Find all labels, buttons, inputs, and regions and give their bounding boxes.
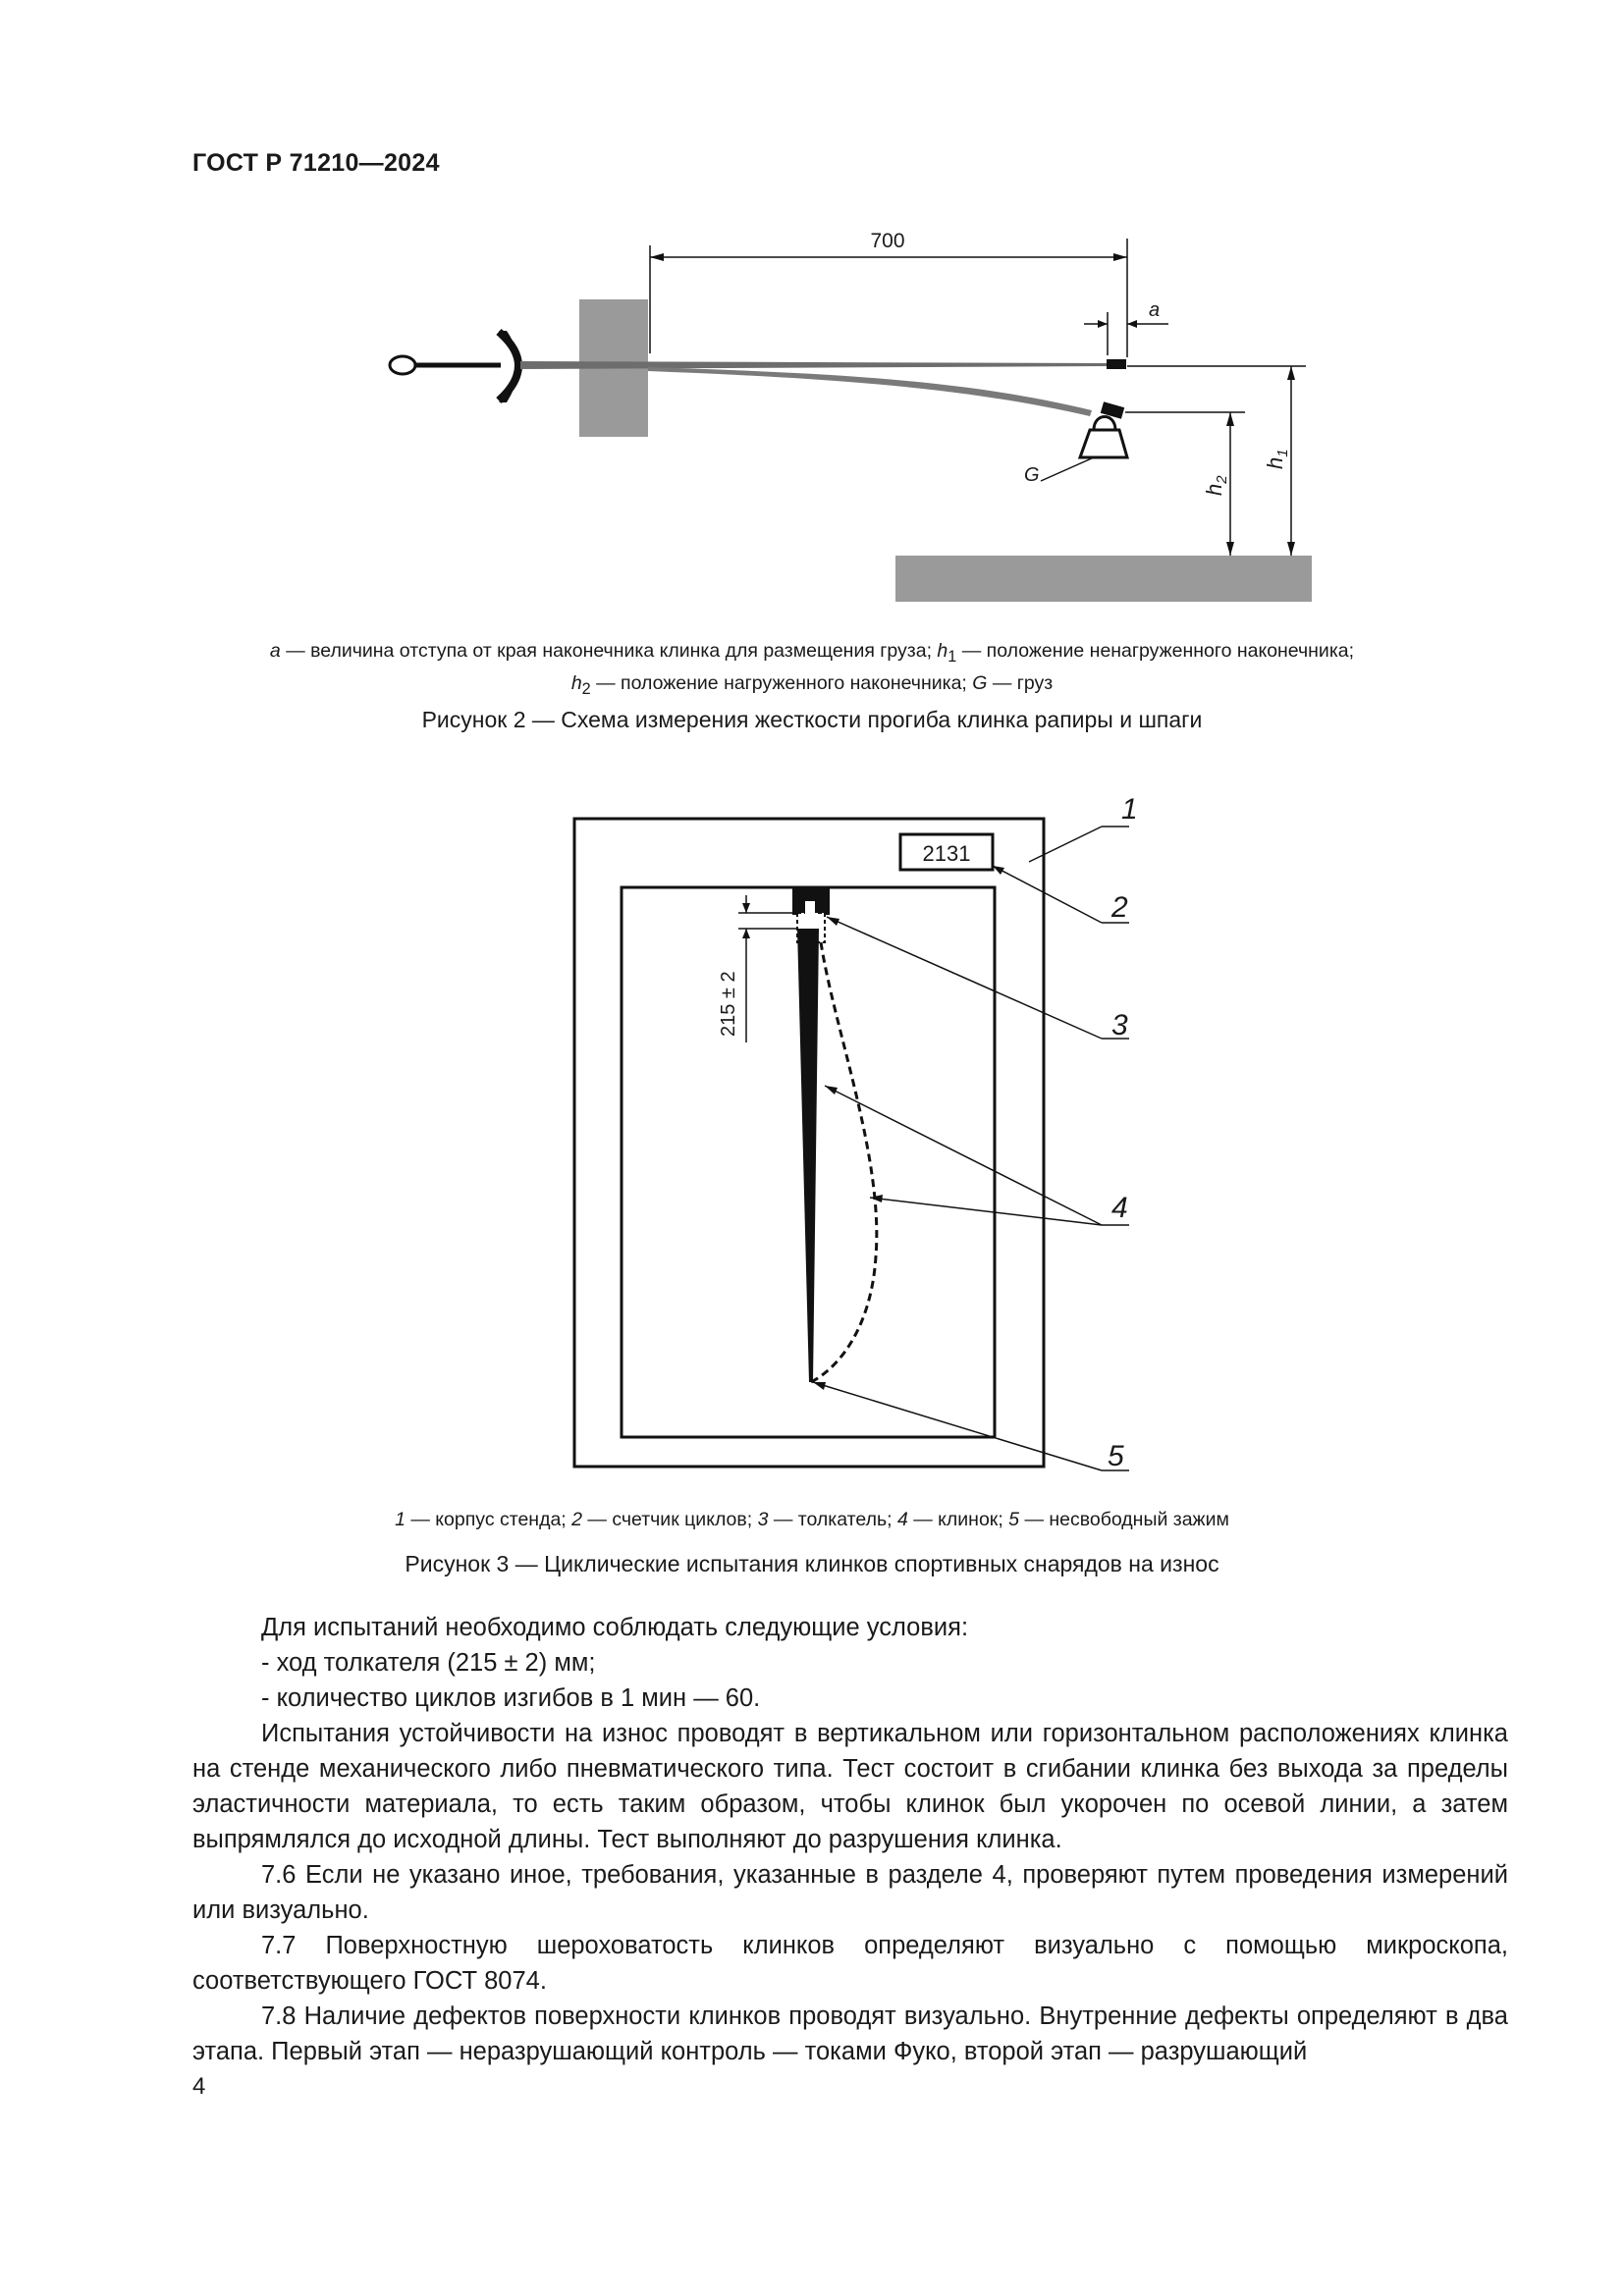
label-h1: $h_1$	[1263, 449, 1291, 469]
dimension-700: 700	[870, 230, 905, 252]
figure-2-diagram	[0, 0, 1624, 628]
blade-unloaded	[520, 361, 1110, 369]
page-number: 4	[192, 2073, 206, 2100]
callout-3: 3	[1111, 1009, 1128, 1041]
callout-1: 1	[1121, 793, 1138, 826]
paragraph-7-7: 7.7 Поверхностную шероховатость клинков определяют визуально с помощью микроскопа, соответствующего ГОСТ 8074.	[192, 1932, 1508, 1995]
figure-2-legend	[0, 638, 1624, 703]
callout-5: 5	[1108, 1440, 1124, 1472]
blade-loaded	[648, 367, 1092, 416]
label-G: G	[1024, 464, 1040, 486]
stroke-dimension: 215 ± 2	[718, 971, 739, 1037]
paragraph-wear-test: Испытания устойчивости на износ проводят в вертикальном или горизонтальном расположениях клинка на стенде механического либо пневматического типа. Тест состоит в сгибании клинка без выхода за пределы эластичности материала, то есть таким образом, чтобы клинок был укорочен по осевой линии, а затем выпрямлялся до исходной длины. Тест выполняют до разрушения клинка.	[192, 1720, 1508, 1853]
figure-2-legend-line-1: a — величина отступа от края наконечника клинка для размещения груза; $h_1$ — положение ненагруженного наконечника;	[269, 640, 1355, 666]
figure-3-diagram	[0, 785, 1624, 1492]
figure-3-title: Рисунок 3 — Циклические испытания клинков спортивных снарядов на износ	[405, 1551, 1219, 1576]
paragraph-7-8: 7.8 Наличие дефектов поверхности клинков проводят визуально. Внутренние дефекты определяют в два этапа. Первый этап — неразрушающий контроль — токами Фуко, второй этап — разрушающий	[192, 2002, 1508, 2065]
callout-4: 4	[1111, 1192, 1128, 1224]
callout-2: 2	[1111, 891, 1128, 924]
paragraph-intro: Для испытаний необходимо соблюдать следующие условия:	[261, 1614, 969, 1641]
pommel-ring	[390, 356, 415, 374]
label-h2: $h_2$	[1202, 475, 1230, 496]
list-item-cycles: - количество циклов изгибов в 1 мин — 60.	[261, 1684, 761, 1712]
paragraph-7-6: 7.6 Если не указано иное, требования, указанные в разделе 4, проверяют путем проведения измерений или визуально.	[192, 1861, 1508, 1924]
body-text	[192, 1610, 1508, 2069]
label-a: a	[1149, 299, 1161, 321]
cycle-counter-value: 2131	[922, 841, 971, 866]
document-code: ГОСТ Р 71210—2024	[192, 149, 440, 177]
figure-3-legend: 1 — корпус стенда; 2 — счетчик циклов; 3 — толкатель; 4 — клинок; 5 — несвободный зажим	[395, 1509, 1229, 1530]
figure-2-title: Рисунок 2 — Схема измерения жесткости прогиба клинка рапиры и шпаги	[421, 707, 1203, 732]
list-item-stroke: - ход толкателя (215 ± 2) мм;	[261, 1649, 596, 1677]
base-plate	[895, 556, 1312, 602]
figure-2-legend-line-2: $h_2$ — положение нагруженного наконечника; G — груз	[570, 671, 1054, 698]
weight-G	[1080, 430, 1127, 457]
